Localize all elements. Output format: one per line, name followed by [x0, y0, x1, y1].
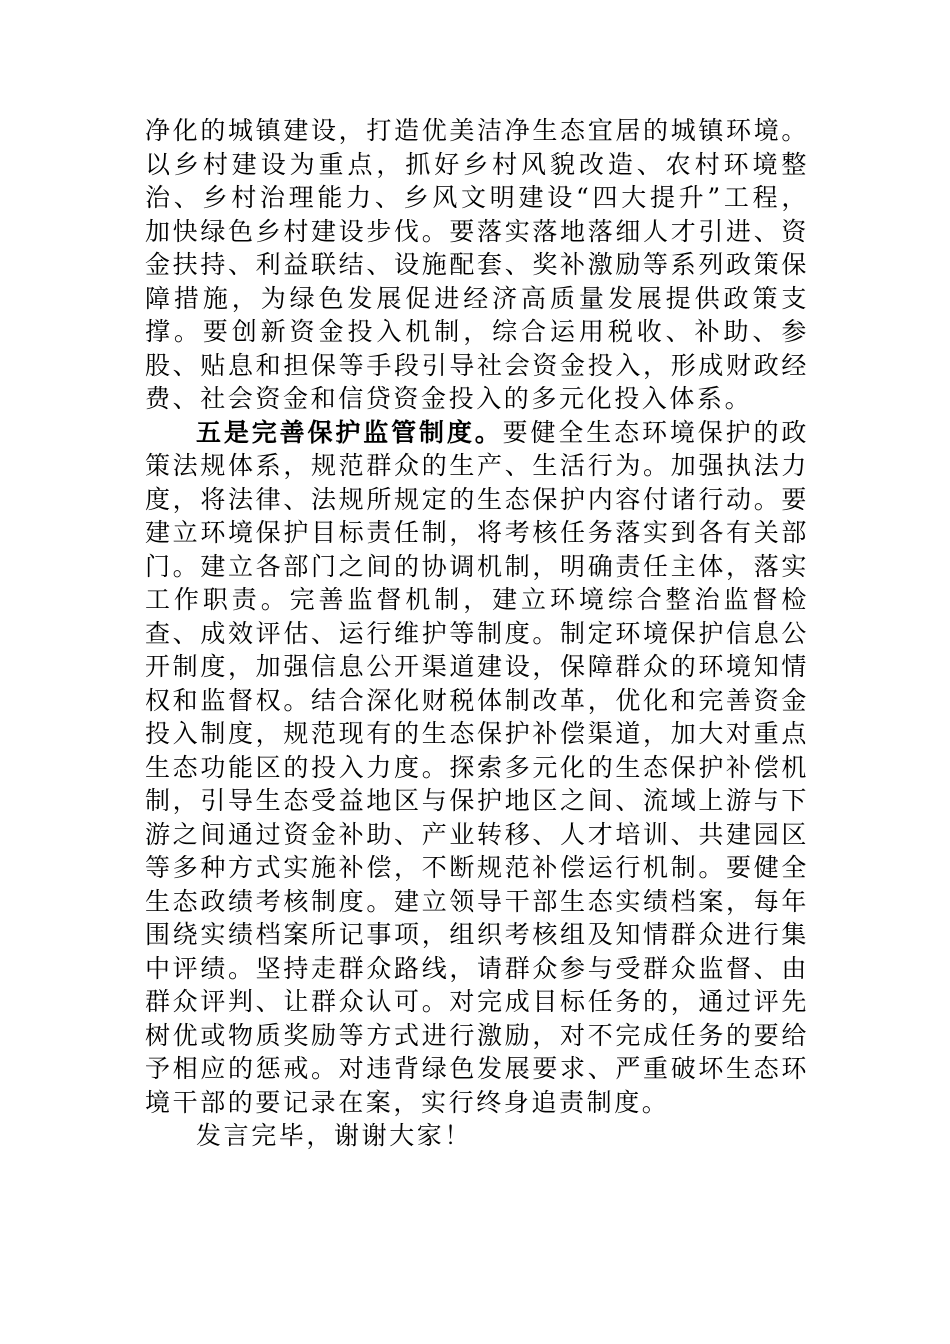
paragraph-section-five	[145, 416, 809, 1120]
closing-remark	[145, 1119, 809, 1153]
closing-text: 发言完毕，谢谢大家！	[196, 1121, 473, 1150]
paragraph-text: 要健全生态环境保护的政策法规体系，规范群众的生产、生活行为。加强执法力度，将法律、法规所规定的生态保护内容付诸行动。要建立环境保护目标责任制，将考核任务落实到各有关部门。建立各部门之间的协调机制，明确责任主体，落实工作职责。完善监督机制，建立环境综合整治监督检查、成效评估、运行维护等制度。制定环境保护信息公开制度，加强信息公开渠道建设，保障群众的环境知情权和监督权。结合深化财税体制改革，优化和完善资金投入制度，规范现有的生态保护补偿渠道，加大对重点生态功能区的投入力度。探索多元化的生态保护补偿机制，引导生态受益地区与保护地区之间、流域上游与下游之间通过资金补助、产业转移、人才培训、共建园区等多种方式实施补偿，不断规范补偿运行机制。要健全生态政绩考核制度。建立领导干部生态实绩档案，每年围绕实绩档案所记事项，组织考核组及知情群众进行集中评绩。坚持走群众路线，请群众参与受群众监督、由群众评判、让群众认可。对完成目标任务的，通过评先树优或物质奖励等方式进行激励，对不完成任务的要给予相应的惩戒。对违背绿色发展要求、严重破坏生态环境干部的要记录在案，实行终身追责制度。	[145, 417, 809, 1117]
paragraph-text: 净化的城镇建设，打造优美洁净生态宜居的城镇环境。以乡村建设为重点，抓好乡村风貌改造、农村环境整治、乡村治理能力、乡风文明建设“四大提升”工程，加快绿色乡村建设步伐。要落实落地落细人才引进、资金扶持、利益联结、设施配套、奖补激励等系列政策保障措施，为绿色发展促进经济高质量发展提供政策支撑。要创新资金投入机制，综合运用税收、补助、参股、贴息和担保等手段引导社会资金投入，形成财政经费、社会资金和信贷资金投入的多元化投入体系。	[145, 116, 809, 413]
document-page	[145, 114, 809, 1153]
paragraph-continuation	[145, 114, 809, 416]
section-heading: 五是完善保护监管制度。	[196, 417, 503, 447]
